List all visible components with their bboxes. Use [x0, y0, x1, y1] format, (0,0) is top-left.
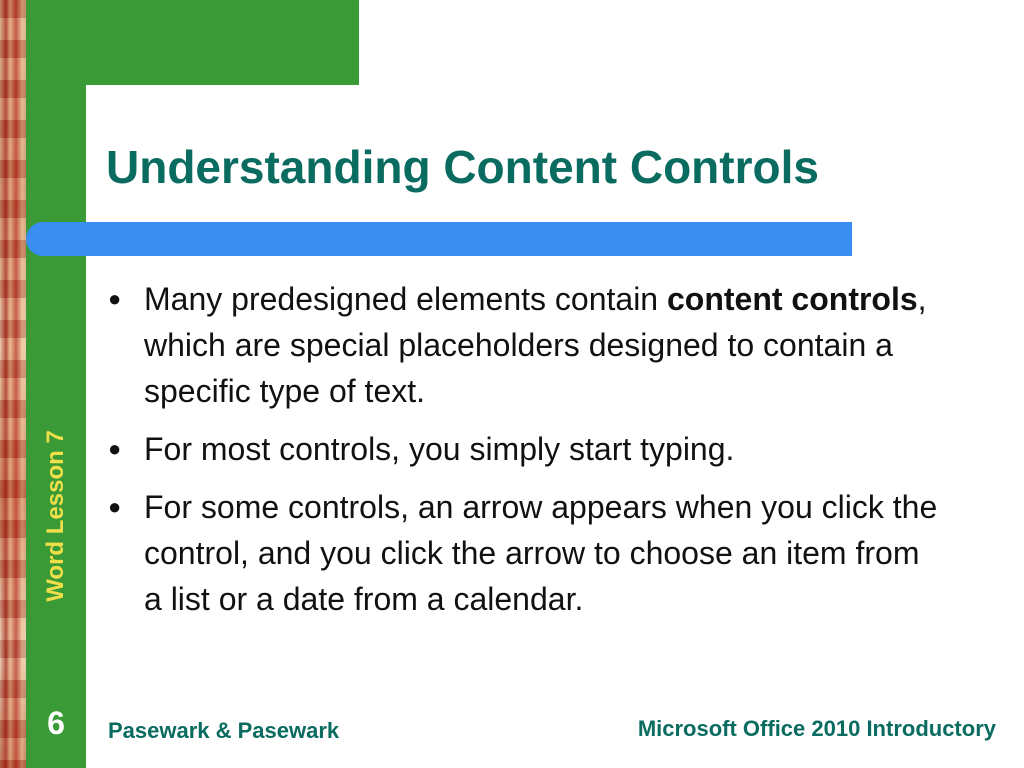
rounded-corner-decoration: [86, 85, 146, 145]
footer-author: Pasewark & Pasewark: [108, 718, 340, 743]
bullet-icon: ●: [108, 436, 122, 461]
list-item: [108, 484, 938, 622]
title-underline-bar: [26, 222, 852, 256]
bullet-icon: ●: [108, 494, 122, 519]
bullet-text-lead: Many predesigned elements contain: [144, 281, 667, 317]
sidebar-lesson-label: Word Lesson 7: [42, 430, 69, 602]
bullet-text: [144, 276, 938, 414]
bullet-text-tail: , which are special placeholders designed to contain a specific type of text.: [144, 281, 927, 409]
list-item: [108, 426, 938, 472]
green-top-block: [86, 0, 359, 85]
footer-course-title: Microsoft Office 2010 Introductory: [637, 716, 996, 741]
slide-page-number: 6: [47, 705, 65, 741]
bullet-icon: ●: [108, 286, 122, 311]
bullet-list: [108, 276, 938, 634]
slide-title: Understanding Content Controls: [106, 141, 819, 193]
decorative-photo-strip: [0, 0, 26, 768]
bullet-text: For some controls, an arrow appears when you click the control, and you click the arrow to choose an item from a list or a date from a calendar.: [144, 489, 938, 617]
bullet-text-bold-term: content controls: [666, 281, 918, 317]
green-side-band: [26, 0, 86, 768]
list-item: [108, 276, 938, 414]
bullet-text: For most controls, you simply start typing.: [144, 431, 735, 467]
